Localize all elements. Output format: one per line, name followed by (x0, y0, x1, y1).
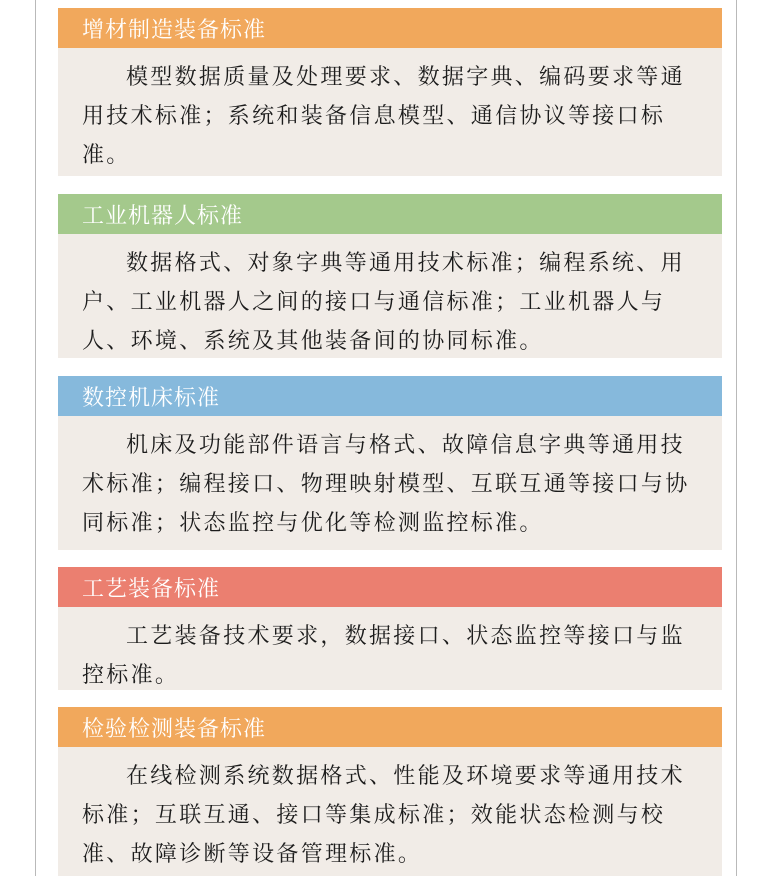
section-cnc-machine (58, 376, 722, 550)
section-inspection-equipment (58, 707, 722, 876)
section-description: 机床及功能部件语言与格式、故障信息字典等通用技术标准；编程接口、物理映射模型、互联互通等接口与协同标准；状态监控与优化等检测监控标准。 (58, 416, 722, 550)
section-title: 数控机床标准 (58, 376, 722, 416)
section-title: 增材制造装备标准 (58, 8, 722, 48)
left-border-line (35, 0, 36, 876)
section-industrial-robot (58, 194, 722, 358)
section-title: 工艺装备标准 (58, 567, 722, 607)
section-title: 工业机器人标准 (58, 194, 722, 234)
section-description: 在线检测系统数据格式、性能及环境要求等通用技术标准；互联互通、接口等集成标准；效能状态检测与校准、故障诊断等设备管理标准。 (58, 747, 722, 876)
section-description: 工艺装备技术要求，数据接口、状态监控等接口与监控标准。 (58, 607, 722, 690)
section-description: 数据格式、对象字典等通用技术标准；编程系统、用户、工业机器人之间的接口与通信标准；工业机器人与人、环境、系统及其他装备间的协同标准。 (58, 234, 722, 358)
section-process-equipment (58, 567, 722, 690)
right-border-line (736, 0, 737, 876)
section-description: 模型数据质量及处理要求、数据字典、编码要求等通用技术标准；系统和装备信息模型、通信协议等接口标准。 (58, 48, 722, 176)
section-additive-manufacturing (58, 8, 722, 176)
section-title: 检验检测装备标准 (58, 707, 722, 747)
